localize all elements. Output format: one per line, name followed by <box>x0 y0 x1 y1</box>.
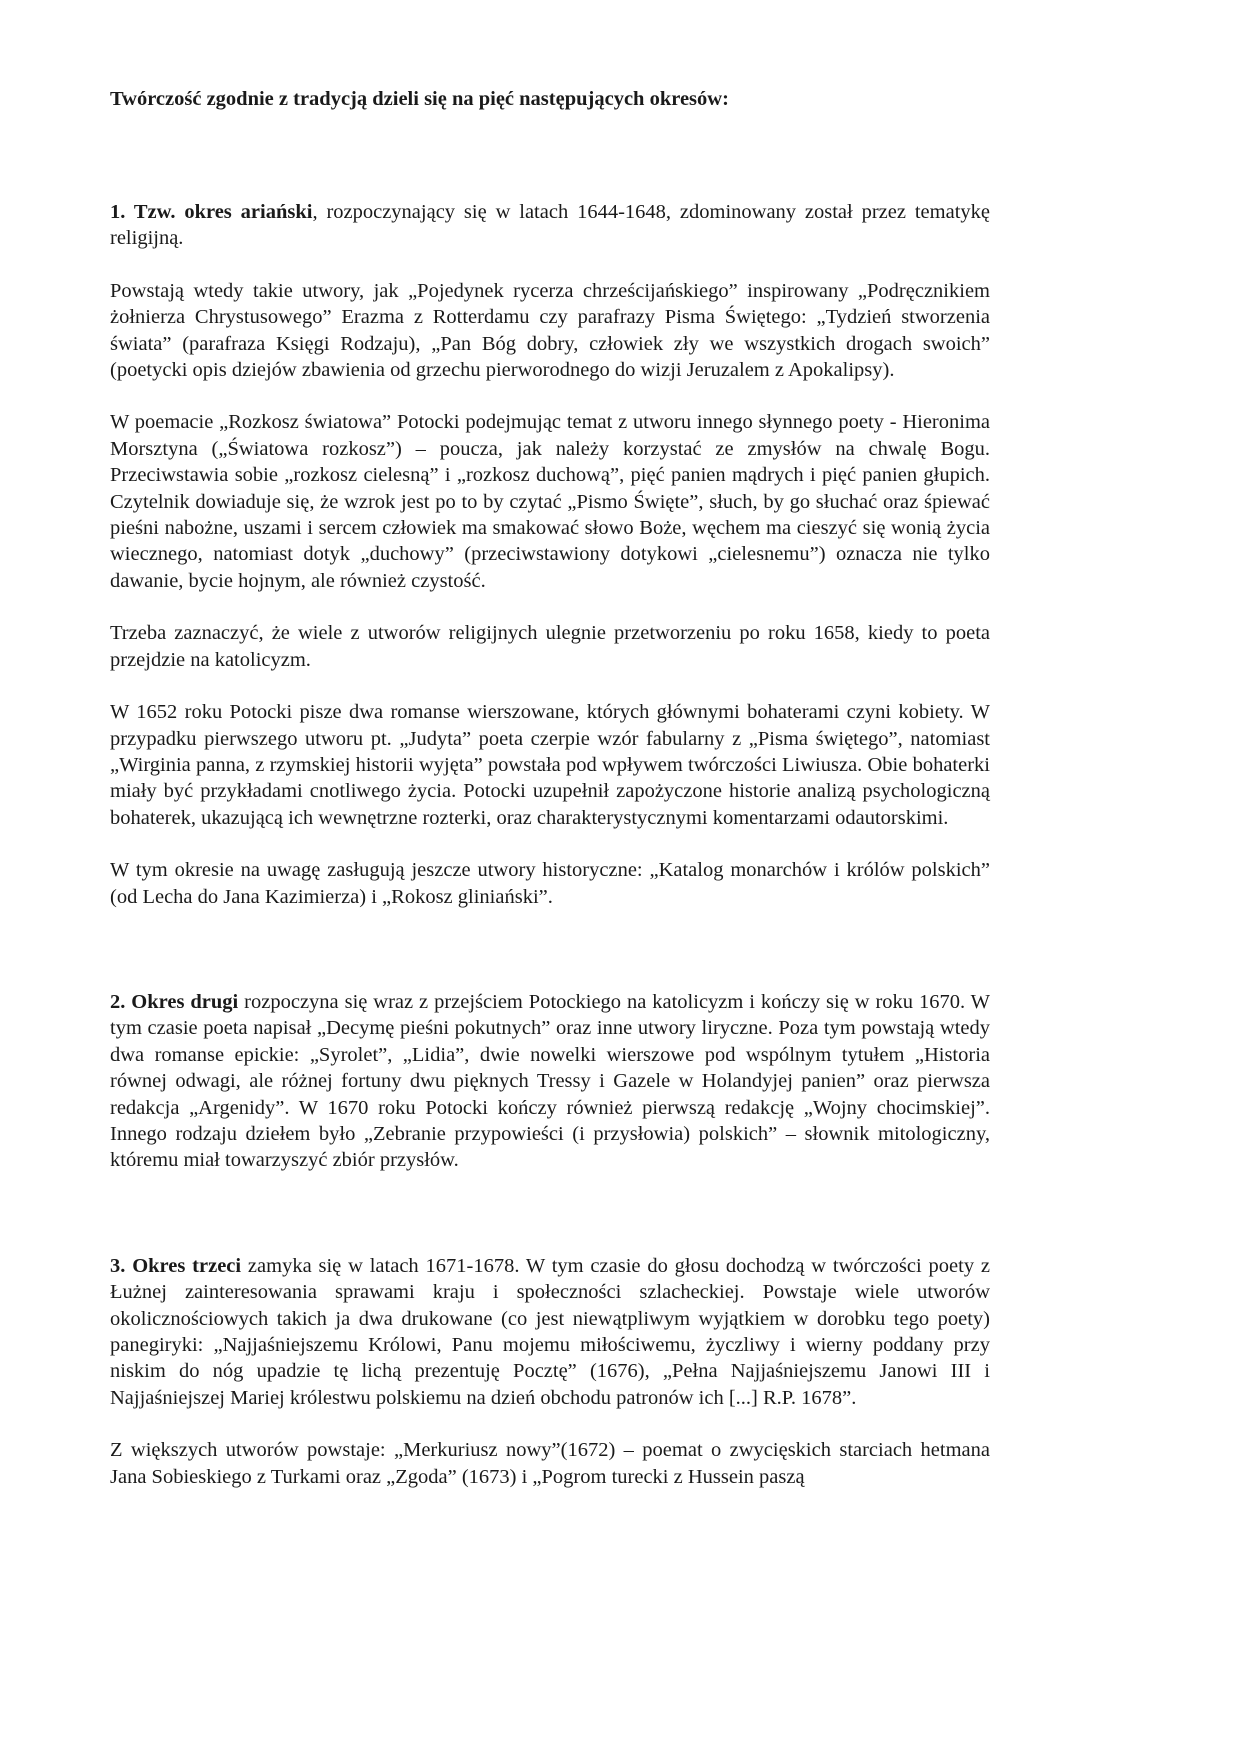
section-3-paragraph-2: Z większych utworów powstaje: „Merkuriusz nowy”(1672) – poemat o zwycięskich starciach hetmana Jana Sobieskiego z Turkami oraz „Zgoda” (1673) i „Pogrom turecki z Hussein paszą <box>110 1439 990 1488</box>
section-1-paragraph-5: W 1652 roku Potocki pisze dwa romanse wierszowane, których głównymi bohaterami czyni kobiety. W przypadku pierwszego utworu pt. „Judyta” poeta czerpie wzór fabularny z „Pisma świętego”, natomiast „Wirginia panna, z rzymskiej historii wyjęta” powstała pod wpływem twórczości Liwiusza. Obie bohaterki miały być przykładami cnotliwego życia. Potocki uzupełnił zapożyczone historie analizą psychologiczną bohaterek, ukazującą ich wewnętrzne rozterki, oraz charakterystycznymi komentarzami odautorskimi. <box>110 701 990 829</box>
section-3-title: 3. Okres trzeci <box>110 1254 242 1277</box>
section-1-paragraph-3: W poemacie „Rozkosz światowa” Potocki podejmując temat z utworu innego słynnego poety - Hieronima Morsztyna („Światowa rozkosz”) – poucza, jak należy korzystać ze zmysłów na chwalę Bogu. Przeciwstawia sobie „rozkosz cielesną” i „rozkosz duchową”, pięć panien mądrych i pięć panien głupich. Czytelnik dowiaduje się, że wzrok jest po to by czytać „Pismo Święte”, słuch, by go słuchać oraz śpiewać pieśni nabożne, uszami i sercem człowiek ma smakować słowo Boże, węchem ma cieszyć się wonią życia wiecznego, natomiast dotyk „duchowy” (przeciwstawiony dotykowi „cielesnemu”) oznacza nie tylko dawanie, bycie hojnym, ale również czystość. <box>110 411 990 592</box>
section-1-intro <box>110 199 990 252</box>
section-1-paragraph-2: Powstają wtedy takie utwory, jak „Pojedynek rycerza chrześcijańskiego” inspirowany „Podręcznikiem żołnierza Chrystusowego” Erazma z Rotterdamu czy parafrazy Pisma Świętego: „Tydzień stworzenia świata” (parafraza Księgi Rodzaju), „Pan Bóg dobry, człowiek zły we wszystkich drogach swoich” (poetycki opis dziejów zbawienia od grzechu pierworodnego do wizji Jeruzalem z Apokalipsy). <box>110 279 990 382</box>
section-3-intro-text: zamyka się w latach 1671-1678. W tym czasie do głosu dochodzą w twórczości poety z Łużnej zainteresowania sprawami kraju i społeczności szlacheckiej. Powstaje wiele utworów okolicznościowych takich ja dwa drukowane (co jest niewątpliwym wyjątkiem w dorobku tego poety) panegiryki: „Najjaśniejszemu Królowi, Panu mojemu miłościwemu, życzliwy i wierny poddany przy niskim do nóg upadzie tę lichą prezentuję Pocztę” (1676), „Pełna Najjaśniejszemu Janowi III i Najjaśniejszej Mariej królestwu polskiemu na dzień obchodu patronów ich [...] R.P. 1678”. <box>110 1254 990 1409</box>
section-1-intro-text: , rozpoczynający się w latach 1644-1648, zdominowany został przez tematykę religijną. <box>110 201 990 250</box>
document-heading: Twórczość zgodnie z tradycją dzieli się na pięć następujących okresów: <box>110 88 729 110</box>
section-1-paragraph-4: Trzeba zaznaczyć, że wiele z utworów religijnych ulegnie przetworzeniu po roku 1658, kiedy to poeta przejdzie na katolicyzm. <box>110 622 990 671</box>
section-1-title: 1. Tzw. okres ariański <box>110 201 313 223</box>
section-1-paragraph-6: W tym okresie na uwagę zasługują jeszcze utwory historyczne: „Katalog monarchów i królów polskich” (od Lecha do Jana Kazimierza) i „Rokosz gliniański”. <box>110 859 990 908</box>
document-page <box>110 86 990 1490</box>
section-3-intro <box>110 1253 990 1411</box>
section-2-title: 2. Okres drugi <box>110 990 239 1013</box>
section-2-intro <box>110 989 990 1174</box>
section-2-intro-text: rozpoczyna się wraz z przejściem Potockiego na katolicyzm i kończy się w roku 1670. W tym czasie poeta napisał „Decymę pieśni pokutnych” oraz inne utwory liryczne. Poza tym powstają wtedy dwa romanse epickie: „Syrolet”, „Lidia”, dwie nowelki wierszowe pod wspólnym tytułem „Historia równej odwagi, ale różnej fortuny dwu pięknych Tressy i Gazele w Holandyjej panien” oraz pierwsza redakcja „Argenidy”. W 1670 roku Potocki kończy również pierwszą redakcję „Wojny chocimskiej”. Innego rodzaju dziełem było „Zebranie przypowieści (i przysłowia) polskich” – słownik mitologiczny, któremu miał towarzyszyć zbiór przysłów. <box>110 990 991 1172</box>
